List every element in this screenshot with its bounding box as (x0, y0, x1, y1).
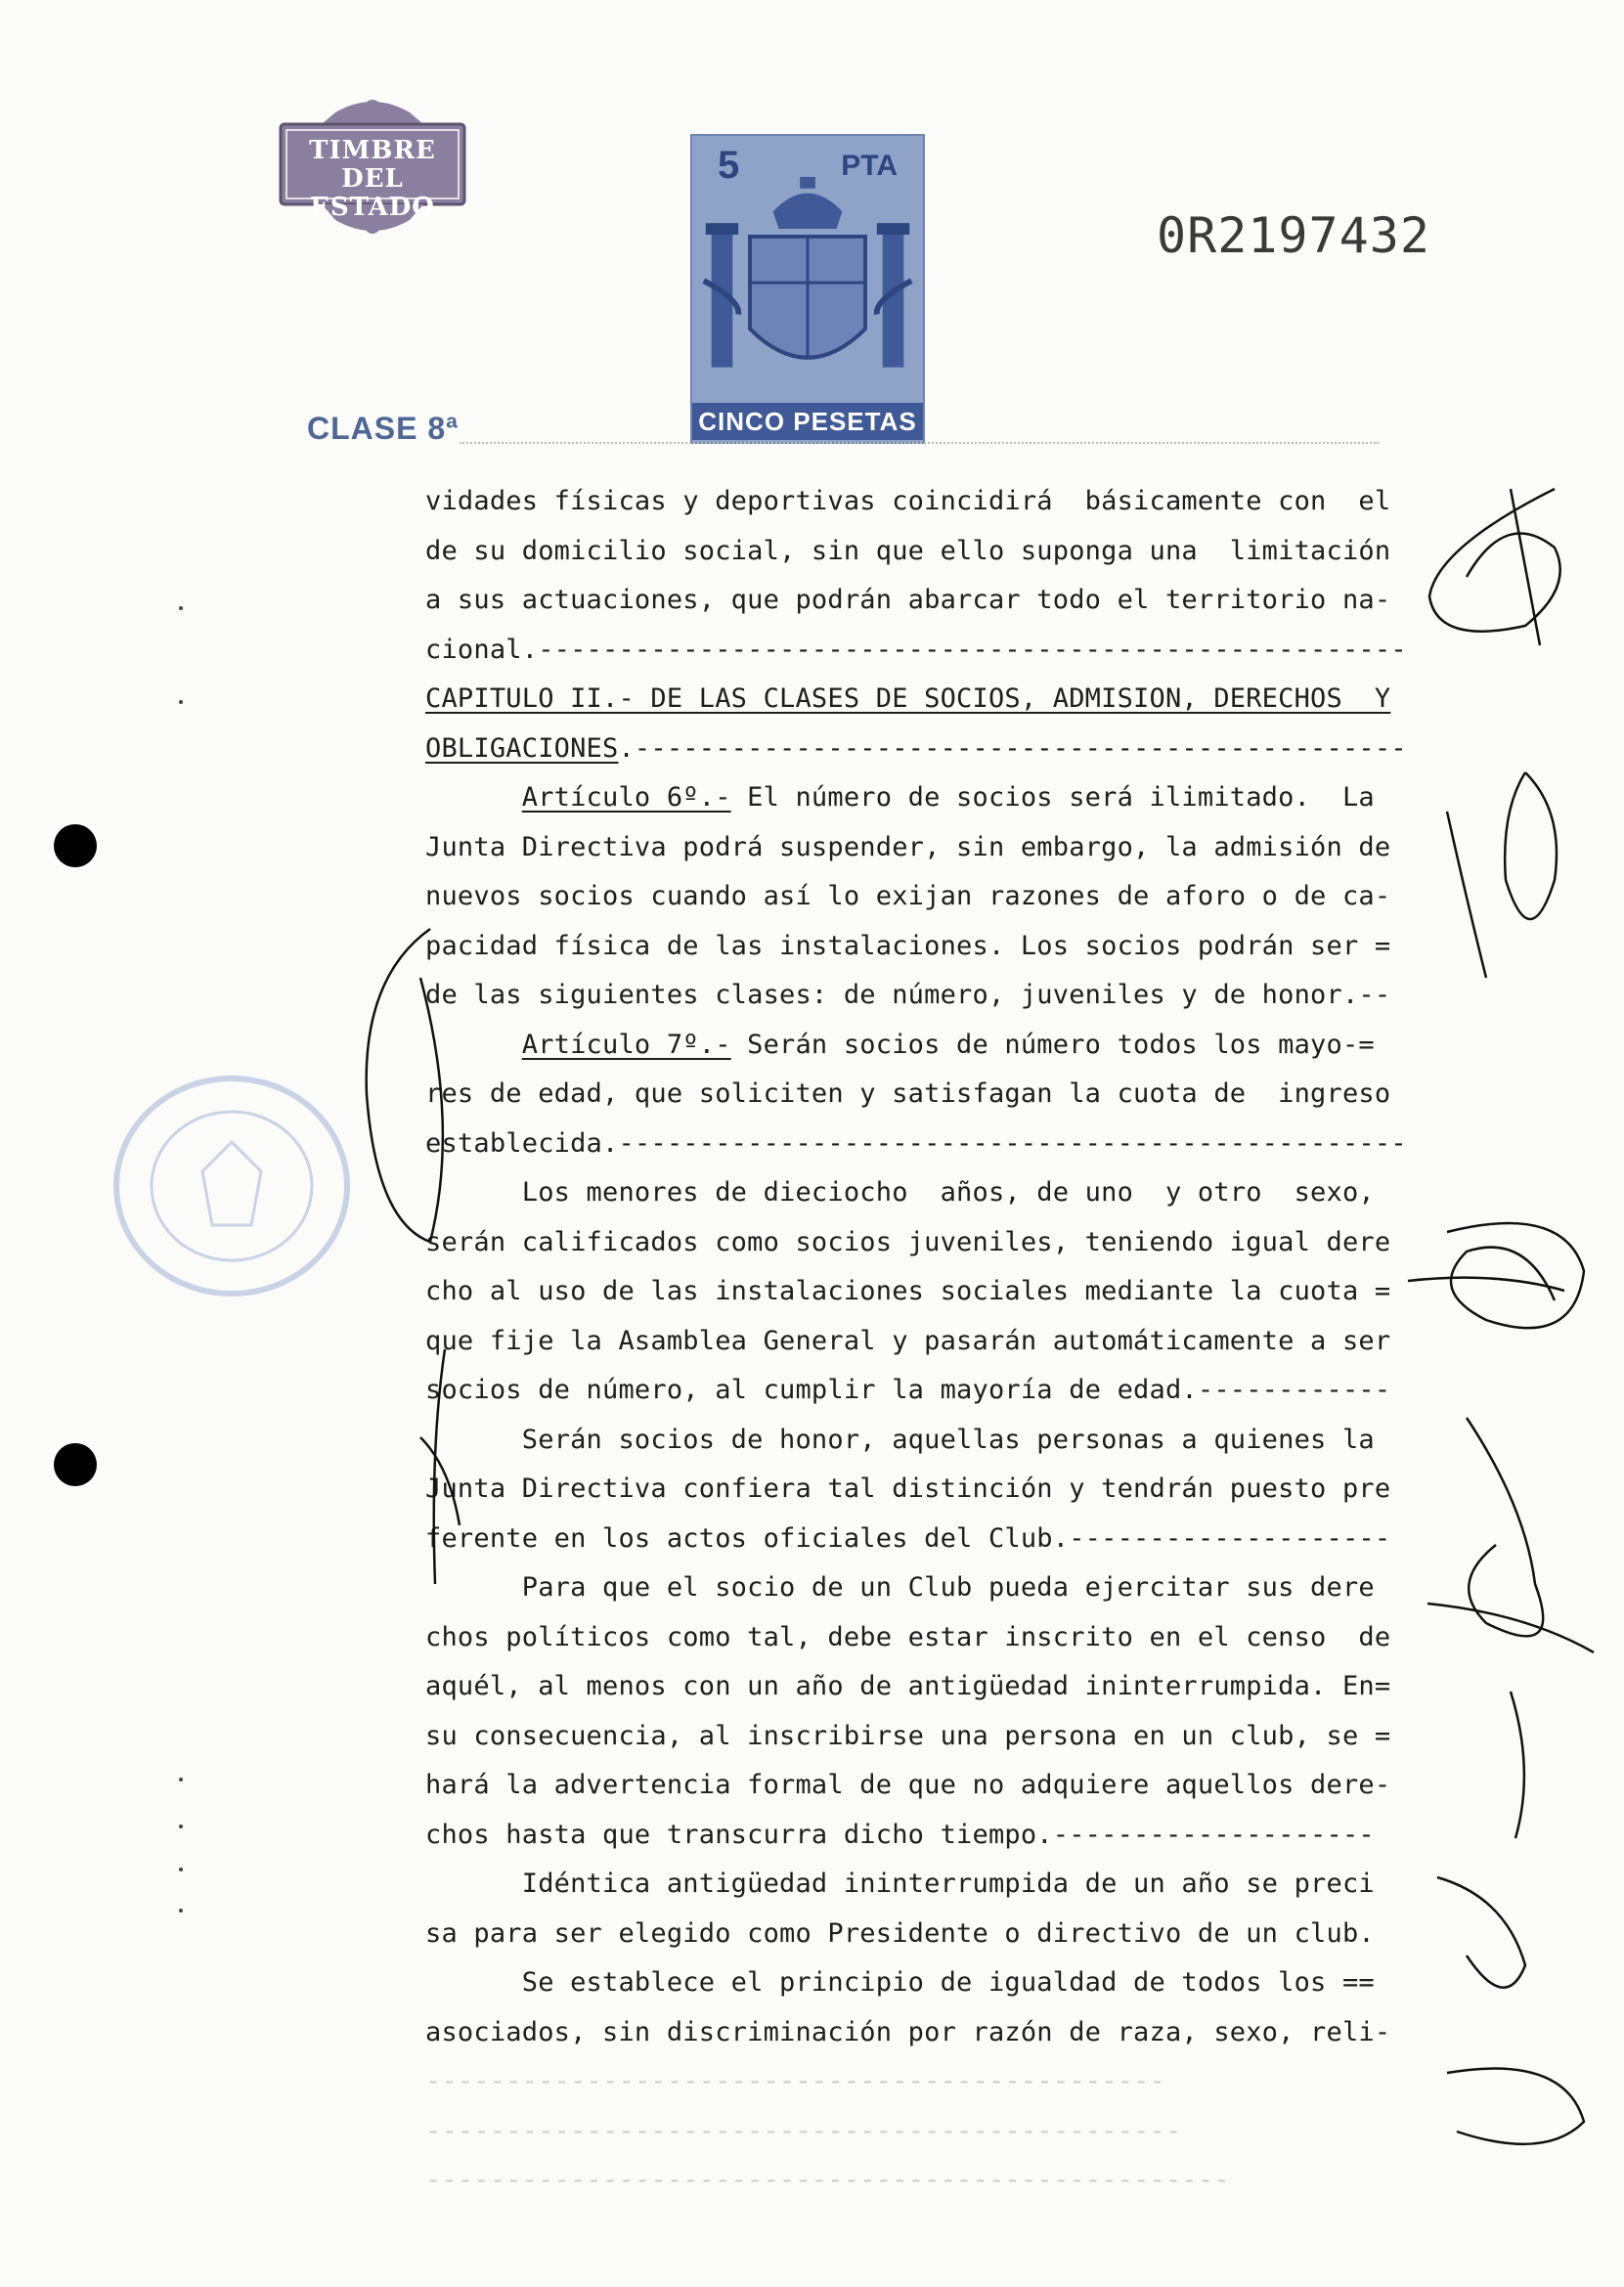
punch-hole (54, 824, 97, 867)
text-line: Artículo 6º.- El número de socios será ilimitado. La (521, 782, 1375, 813)
stamp-currency: PTA (841, 150, 898, 182)
text-line: res de edad, que soliciten y satisfagan la cuota de ingreso (425, 1078, 1391, 1109)
margin-dot (179, 1909, 183, 1913)
stamp-value: 5 (718, 144, 740, 187)
text-line: de su domicilio social, sin que ello suponga una limitación (425, 535, 1391, 566)
punch-hole (54, 1443, 97, 1486)
document-body (425, 477, 1413, 2206)
text-line: de las siguientes clases: de número, juveniles y de honor.-- (425, 980, 1391, 1010)
text-line: a sus actuaciones, que podrán abarcar todo el territorio na- (425, 585, 1391, 615)
badge-line-1: TIMBRE (309, 136, 436, 165)
text-line: asociados, sin discriminación por razón de raza, sexo, reli- (425, 2016, 1391, 2047)
text-line: Los menores de dieciocho años, de uno y otro sexo, (425, 1177, 1375, 1208)
text-line: su consecuencia, al inscribirse una persona en un club, se = (425, 1720, 1391, 1751)
text-line: ----------------------------------------------- (425, 2115, 1182, 2146)
chapter-heading: OBLIGACIONES (425, 732, 619, 764)
text-line: ferente en los actos oficiales del Club.-------------------- (425, 1522, 1391, 1554)
club-seal-icon (110, 1064, 354, 1308)
text-line: chos políticos como tal, debe estar inscrito en el censo de (425, 1621, 1391, 1652)
text-line: Junta Directiva podrá suspender, sin embargo, la admisión de (425, 831, 1391, 862)
text-line: aquél, al menos con un año de antigüedad ininterrumpida. En= (425, 1671, 1391, 1701)
text-line: que fije la Asamblea General y pasarán automáticamente a ser (425, 1325, 1391, 1356)
article-heading: Artículo 7º.- (521, 1029, 731, 1060)
article-heading: Artículo 6º.- (521, 782, 731, 813)
text-line: Idéntica antigüedad ininterrumpida de un año se preci (425, 1869, 1375, 1899)
timbre-del-estado-text (277, 137, 468, 222)
margin-dot (179, 1868, 183, 1871)
text-line: sa para ser elegido como Presidente o directivo de un club. (425, 1917, 1375, 1949)
serial-number: 0R2197432 (1157, 207, 1430, 264)
stamp-caption: CINCO PESETAS (692, 403, 923, 440)
dotted-rule (460, 442, 1379, 444)
revenue-stamp (690, 134, 925, 444)
text-line: Se establece el principio de igualdad de todos los == (425, 1967, 1375, 1998)
text-line: chos hasta que transcurra dicho tiempo.-------------------- (425, 1819, 1375, 1850)
text-line: Para que el socio de un Club pueda ejercitar sus dere (425, 1572, 1375, 1603)
clase-label: CLASE 8ª (307, 411, 459, 446)
text-line: Serán socios de honor, aquellas personas a quienes la (425, 1424, 1375, 1455)
margin-dot (179, 1778, 183, 1781)
text-line: cional.------------------------------------------------------ (425, 634, 1407, 665)
text-line: Junta Directiva confiera tal distinción y tendrán puesto pre (425, 1473, 1391, 1504)
margin-dot (179, 1825, 183, 1828)
text-line: pacidad física de las instalaciones. Los socios podrán ser = (425, 930, 1391, 961)
text-line: CAPITULO II.- DE LAS CLASES DE SOCIOS, ADMISION, DERECHOS Y (425, 683, 1391, 714)
text-line: nuevos socios cuando así lo exijan razones de aforo o de ca- (425, 881, 1391, 911)
badge-line-2: DEL ESTADO (310, 164, 435, 222)
text-line: serán calificados como socios juveniles, teniendo igual dere (425, 1226, 1391, 1257)
margin-dot (179, 700, 183, 704)
text-line: ---------------------------------------------- (425, 2066, 1165, 2096)
text-line: OBLIGACIONES.------------------------------------------------ (425, 732, 1407, 764)
text-line: cho al uso de las instalaciones sociales mediante la cuota = (425, 1276, 1391, 1306)
text-line: hará la advertencia formal de que no adquiere aquellos dere- (425, 1770, 1391, 1800)
text-line: establecida.------------------------------------------------- (425, 1127, 1407, 1159)
margin-dot (179, 606, 183, 610)
text-line: -------------------------------------------------- (425, 2165, 1230, 2195)
text-line: vidades físicas y deportivas coincidirá básicamente con el (425, 486, 1391, 516)
text-line: Artículo 7º.- Serán socios de número todos los mayo-= (521, 1029, 1375, 1060)
text-line: socios de número, al cumplir la mayoría de edad.------------ (425, 1375, 1391, 1405)
